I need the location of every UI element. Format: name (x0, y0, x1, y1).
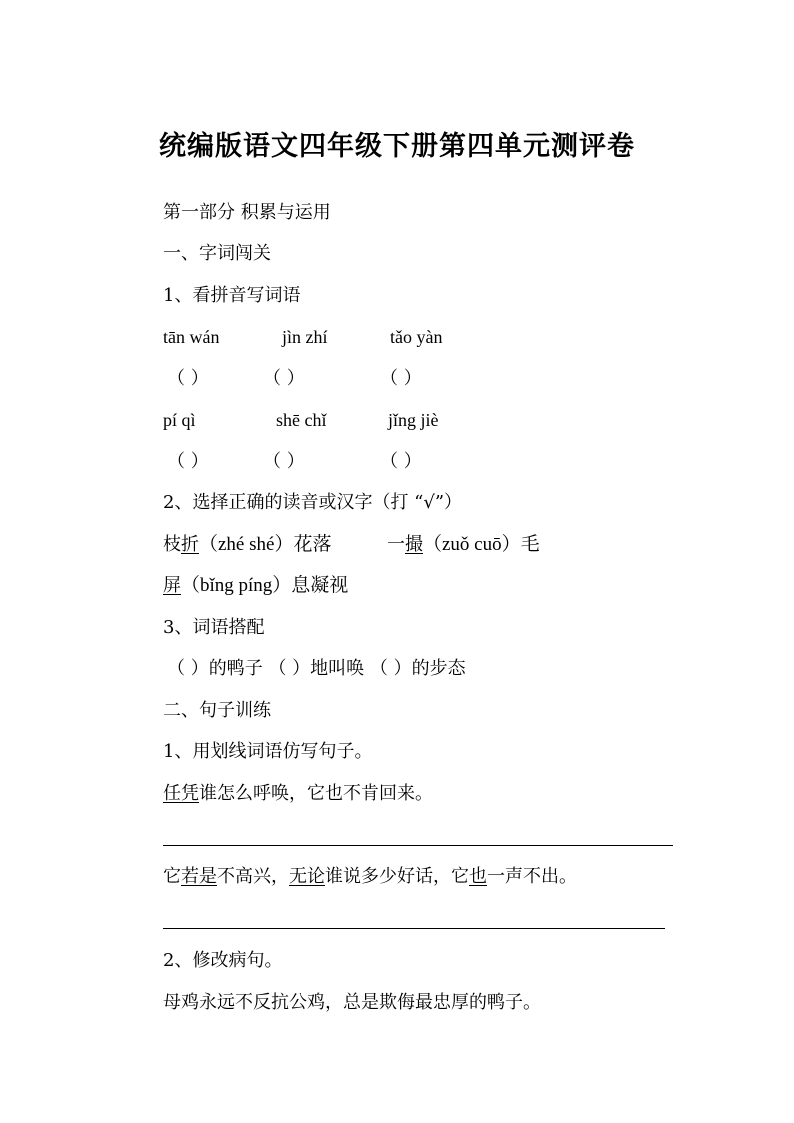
example-sentence: 它若是不高兴，无论谁说多少好话，它也一声不出。 (163, 866, 577, 887)
question-fix-heading: 2、修改病句。 (163, 950, 283, 971)
choice-item: 枝折（zhé shé）花落 (163, 534, 332, 555)
answer-line[interactable] (163, 845, 673, 846)
question-match-heading: 3、词语搭配 (163, 617, 265, 638)
answer-blank[interactable]: （ ） (263, 368, 305, 389)
pinyin-item: pí qì (163, 410, 196, 430)
page-title: 统编版语文四年级下册第四单元测评卷 (159, 131, 635, 162)
pinyin-item: jǐng jiè (388, 410, 439, 430)
answer-blank[interactable]: （ ） (167, 451, 209, 472)
answer-blank[interactable]: （ ） (167, 368, 209, 389)
answer-blank[interactable]: （ ） (380, 368, 422, 389)
match-blanks[interactable]: （ ）的鸭子 （ ）地叫唤 （ ）的步态 (167, 658, 466, 679)
question-imitate-heading: 1、用划线词语仿写句子。 (163, 741, 373, 762)
pinyin-item: tān wán (163, 327, 220, 347)
pinyin-item: tǎo yàn (390, 327, 443, 347)
answer-line[interactable] (163, 928, 665, 929)
question-choose-heading: 2、选择正确的读音或汉字（打 “√”） (163, 492, 463, 513)
choice-item: 一撮（zuǒ cuō）毛 (387, 534, 540, 555)
answer-blank[interactable]: （ ） (380, 451, 422, 472)
section-heading-sentences: 二、句子训练 (163, 700, 271, 721)
pinyin-item: jìn zhí (282, 327, 328, 347)
section-heading-words: 一、字词闯关 (163, 243, 271, 264)
question-pinyin-heading: 1、看拼音写词语 (163, 285, 301, 306)
part-heading: 第一部分 积累与运用 (163, 202, 331, 223)
answer-blank[interactable]: （ ） (263, 451, 305, 472)
example-sentence: 任凭谁怎么呼唤，它也不肯回来。 (163, 783, 433, 804)
choice-item: 屏（bǐng píng）息凝视 (163, 575, 349, 596)
faulty-sentence: 母鸡永远不反抗公鸡，总是欺侮最忠厚的鸭子。 (163, 992, 541, 1013)
pinyin-item: shē chǐ (276, 410, 327, 430)
